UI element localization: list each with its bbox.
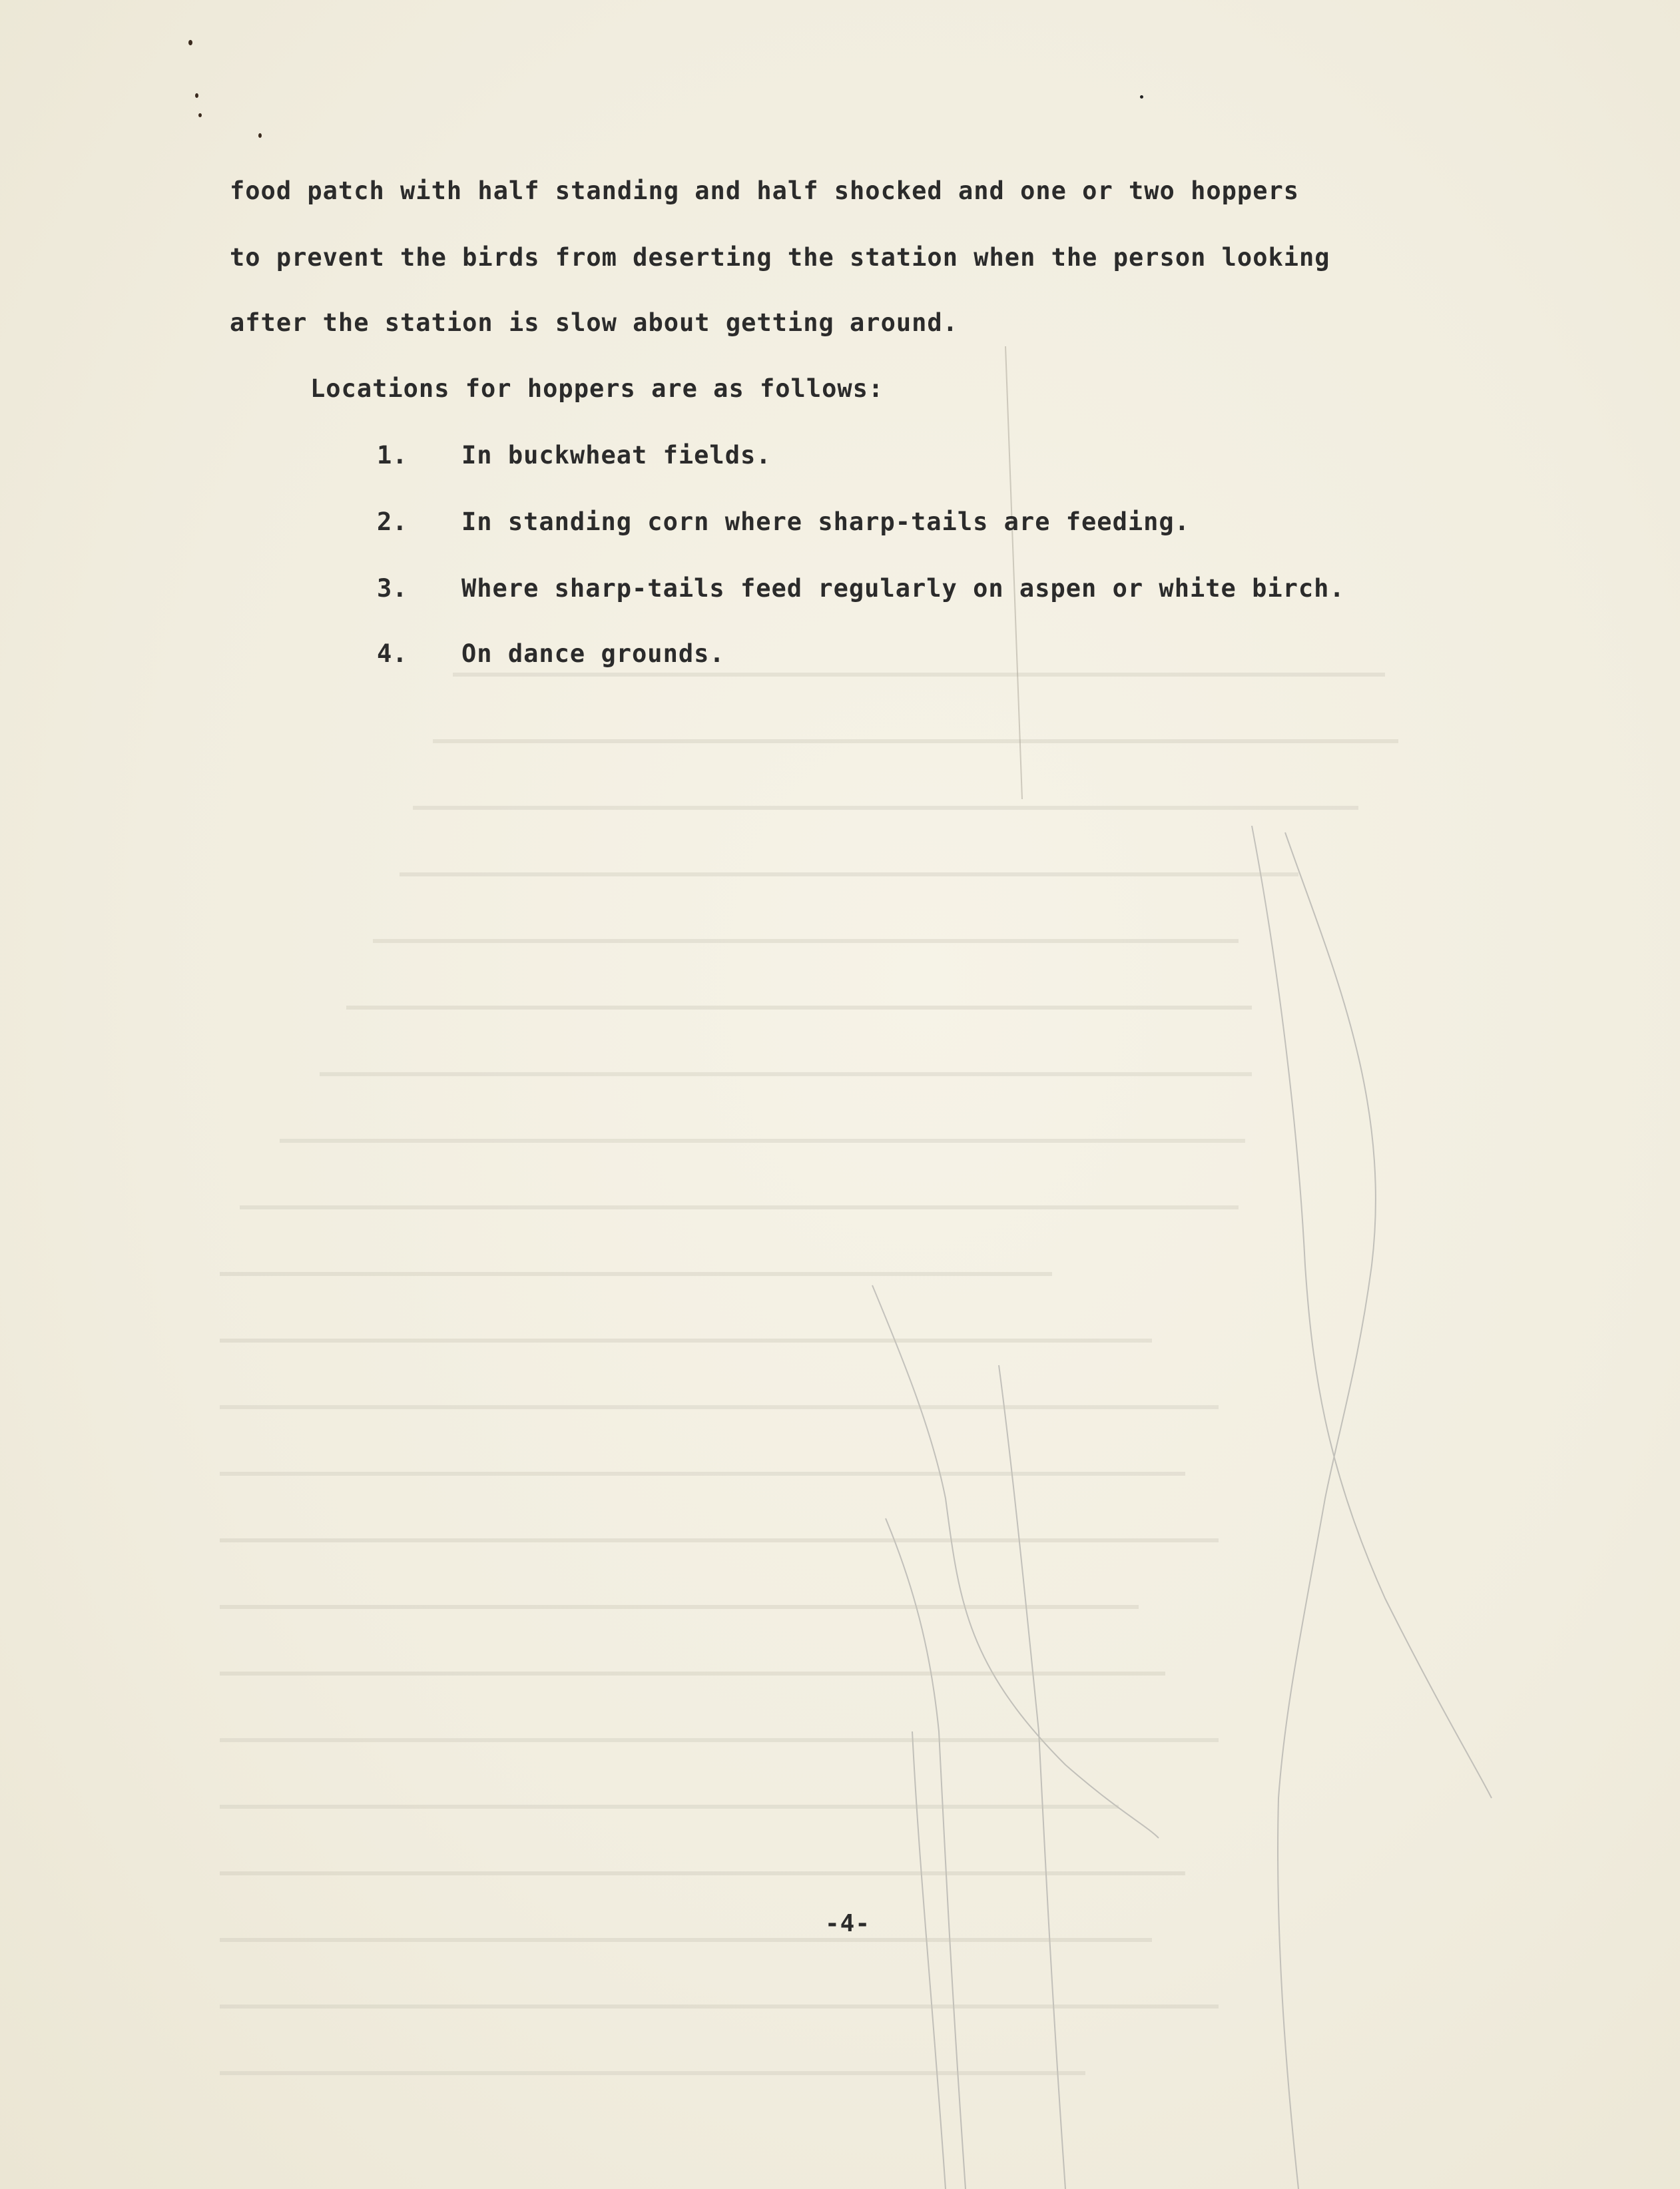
page-number: -4- <box>824 1910 871 1937</box>
list-intro: Locations for hoppers are as follows: <box>310 374 884 403</box>
list-item-number: 4. <box>377 639 408 668</box>
list-item-text: On dance grounds. <box>461 639 725 668</box>
list-item-number: 1. <box>377 441 408 469</box>
list-item-text: In buckwheat fields. <box>461 441 772 469</box>
rust-speck <box>195 93 198 98</box>
list-item-text: In standing corn where sharp-tails are feeding. <box>461 507 1190 536</box>
rust-speck <box>258 133 262 138</box>
paragraph-line: to prevent the birds from deserting the station when the person looking <box>230 243 1330 272</box>
list-item-number: 2. <box>377 507 408 536</box>
list-item-number: 3. <box>377 574 408 603</box>
rust-speck <box>188 40 192 45</box>
list-item-text: Where sharp-tails feed regularly on aspen or white birch. <box>461 574 1345 603</box>
paragraph-line: after the station is slow about getting around. <box>230 308 958 337</box>
paragraph-line: food patch with half standing and half shocked and one or two hoppers <box>230 176 1300 205</box>
ink-speck <box>1140 95 1143 99</box>
rust-speck <box>198 113 202 117</box>
